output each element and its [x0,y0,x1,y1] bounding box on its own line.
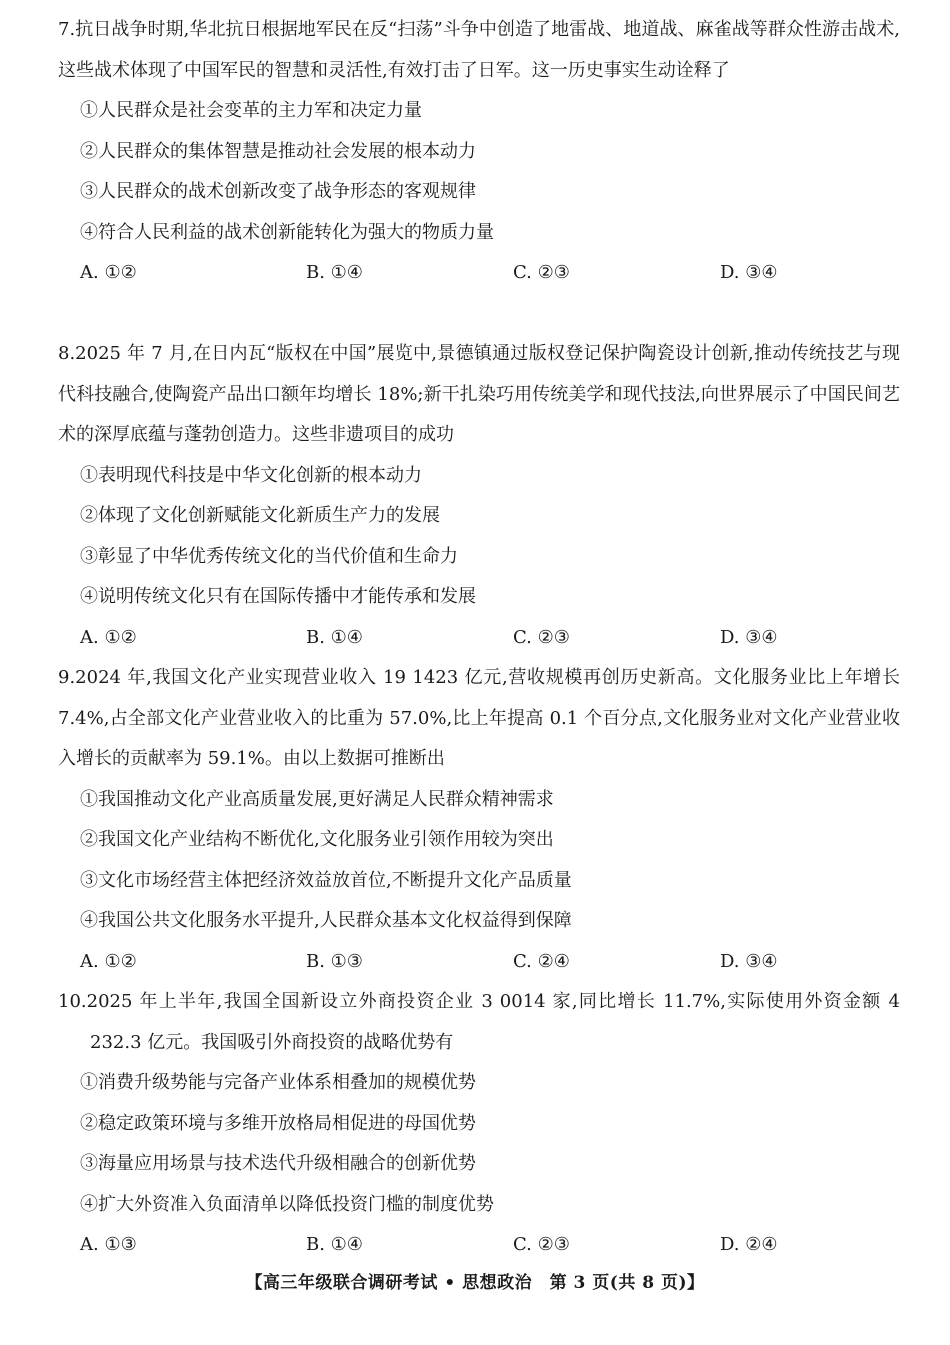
question-8-choice-c[interactable]: C. ②③ [513,626,570,648]
question-7-choices [58,253,900,294]
page-footer: 【高三年级联合调研考试 • 思想政治 第 3 页(共 8 页)】 [245,1273,705,1293]
question-7-choice-b[interactable]: B. ①④ [306,262,363,283]
question-8-choice-b[interactable]: B. ①④ [306,626,363,648]
question-9-choice-a[interactable]: A. ①② [80,950,137,972]
question-9-option-1: ①我国推动文化产业高质量发展,更好满足人民群众精神需求 [80,788,554,810]
question-9-choice-d[interactable]: D. ③④ [720,950,778,972]
question-10-choice-d[interactable]: D. ②④ [720,1234,778,1255]
question-7-choice-d[interactable]: D. ③④ [720,262,778,283]
question-10-option-2: ②稳定政策环境与多维开放格局相促进的母国优势 [80,1112,476,1134]
question-7-choice-c[interactable]: C. ②③ [513,262,570,283]
question-9-stem: 9.2024 年,我国文化产业实现营业收入 19 1423 亿元,营收规模再创历史新高。文化服务业比上年增长 7.4%,占全部文化产业营业收入的比重为 57.0%,比上年提高 0.1 个百分点,文化服务业对文化产业营业收入增长的贡献率为 59.1%。由以上数据可推断出 [58,667,900,769]
question-8-choice-d[interactable]: D. ③④ [720,626,778,648]
question-8-choices [58,618,900,659]
question-9-option-2: ②我国文化产业结构不断优化,文化服务业引领作用较为突出 [80,829,554,850]
question-10 [58,982,900,1266]
question-7-option-3: ③人民群众的战术创新改变了战争形态的客观规律 [80,181,476,202]
question-10-option-1: ①消费升级势能与完备产业体系相叠加的规模优势 [80,1072,476,1093]
question-7-option-4: ④符合人民利益的战术创新能转化为强大的物质力量 [80,221,494,243]
question-7-choice-a[interactable]: A. ①② [80,262,137,283]
question-9-choice-b[interactable]: B. ①③ [306,950,363,972]
question-7-option-1: ①人民群众是社会变革的主力军和决定力量 [80,100,422,121]
question-10-option-3: ③海量应用场景与技术迭代升级相融合的创新优势 [80,1153,476,1174]
question-10-choices [58,1225,900,1266]
question-7-stem: 7.抗日战争时期,华北抗日根据地军民在反“扫荡”斗争中创造了地雷战、地道战、麻雀战等群众性游击战术,这些战术体现了中国军民的智慧和灵活性,有效打击了日军。这一历史事实生动诠释了 [58,19,900,81]
question-8-stem: 8.2025 年 7 月,在日内瓦“版权在中国”展览中,景德镇通过版权登记保护陶瓷设计创新,推动传统技艺与现代科技融合,使陶瓷产品出口额年均增长 18%;新干扎染巧用传统美学和现代技法,向世界展示了中国民间艺术的深厚底蕴与蓬勃创造力。这些非遗项目的成功 [58,343,900,445]
question-8-choice-a[interactable]: A. ①② [80,626,137,648]
question-7 [58,10,900,294]
question-9-option-3: ③文化市场经营主体把经济效益放首位,不断提升文化产品质量 [80,869,572,891]
question-8-option-2: ②体现了文化创新赋能文化新质生产力的发展 [80,505,440,526]
question-8 [58,334,900,658]
question-10-option-4: ④扩大外资准入负面清单以降低投资门槛的制度优势 [80,1193,494,1215]
question-8-option-1: ①表明现代科技是中华文化创新的根本动力 [80,464,422,486]
question-7-option-2: ②人民群众的集体智慧是推动社会发展的根本动力 [80,140,476,162]
question-10-choice-b[interactable]: B. ①④ [306,1234,363,1255]
question-9-choice-c[interactable]: C. ②④ [513,950,570,972]
question-9-choices [58,942,900,983]
question-10-stem: 10.2025 年上半年,我国全国新设立外商投资企业 3 0014 家,同比增长 11.7%,实际使用外资金额 4 232.3 亿元。我国吸引外商投资的战略优势有 [58,991,900,1053]
question-10-choice-c[interactable]: C. ②③ [513,1234,570,1255]
question-8-option-4: ④说明传统文化只有在国际传播中才能传承和发展 [80,586,476,607]
question-10-choice-a[interactable]: A. ①③ [80,1234,137,1255]
question-9-option-4: ④我国公共文化服务水平提升,人民群众基本文化权益得到保障 [80,910,572,931]
question-8-option-3: ③彰显了中华优秀传统文化的当代价值和生命力 [80,545,458,567]
question-9 [58,658,900,982]
